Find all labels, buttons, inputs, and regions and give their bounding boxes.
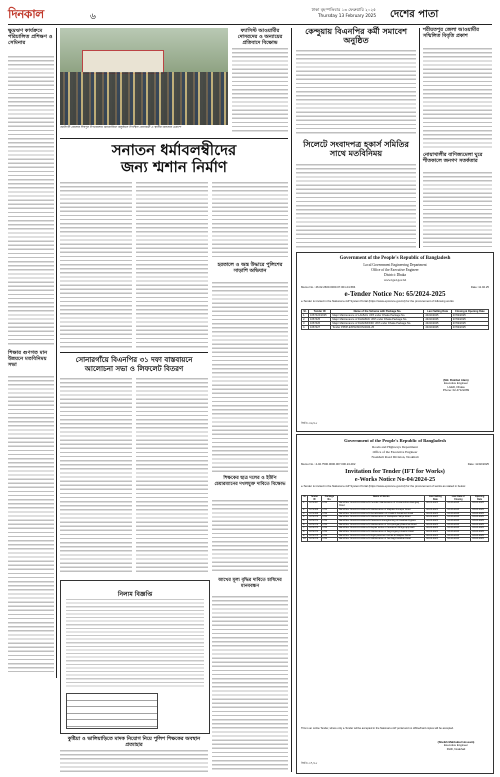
left-column-rule — [56, 28, 57, 678]
table-cell: 2. — [302, 508, 308, 512]
table-header-cell: Package No. — [321, 496, 338, 502]
tender2-subtitle: e-Works Notice No-04/2024-25 — [354, 476, 436, 483]
table-cell: BESPMA/ NOA/NOO/2024-25 Repair works of Sonaimuri Bridge approach — [338, 527, 425, 531]
table-row — [302, 326, 489, 330]
table-cell: 02-03-2025 — [425, 534, 446, 538]
tender2-table — [301, 495, 489, 542]
table-cell: LTM — [321, 516, 338, 520]
table-row — [302, 538, 489, 542]
table-cell: 03-03-2025 — [471, 538, 489, 542]
table-cell: LTM — [321, 531, 338, 535]
table-cell: BESPMA/ NOA/NOO/2024-25 Periodic Maintenance of Chowmuhoni-Ramganj Road — [338, 502, 425, 508]
story3-body — [212, 282, 288, 472]
photo-caption: নরসিংদী জেলার শিবপুর উপজেলায় আয়োজিত অনুষ্ঠানে উপস্থিত নেতাকর্মী ও স্থানীয় জনতার একাংশ — [60, 125, 181, 129]
story4-headline: শিক্ষকের ছাত্র দলের ও ইউপি চেয়ারম্যানের দখলমুক্ত দাবিতে বিক্ষোভ — [214, 476, 286, 487]
table-cell: 4. — [302, 516, 308, 520]
table-cell: 03-03-2025 — [471, 534, 489, 538]
table-cell: 03-03-2025 — [446, 531, 471, 535]
table-cell: 1072373 — [308, 527, 321, 531]
table-cell: 27/02/2025 — [451, 318, 488, 322]
table-cell: 02-03-2025 — [425, 538, 446, 542]
table-cell: LTM — [321, 512, 338, 516]
tender2-memo-date: Date: 11/02/2025 — [467, 462, 489, 466]
tender2-office: Office of the Executive Engineer — [372, 450, 418, 454]
table-cell: 02-03-2025 — [425, 523, 446, 527]
table-header-cell: Opening Date — [471, 496, 489, 502]
auction-notice-table — [66, 693, 158, 729]
tender2-signer-org: RHD, Noakhali — [446, 746, 466, 751]
table-cell: 1072369 — [308, 512, 321, 516]
table-cell: 27/02/2025 — [451, 314, 488, 318]
auction-notice-body — [66, 599, 204, 689]
story6-headline: কুষ্টিয়া ও ভালিয়াড়িতে মাদক নিয়োগ নিয়ে পুলিশ শিক্ষকের অবস্থান প্রত্যাহার — [67, 736, 201, 748]
left-article2-body — [8, 376, 54, 672]
main-story-col2 — [136, 182, 208, 348]
tender1-signer: (Md. Rokibul Alam) — [443, 378, 469, 382]
tender1-web: www.lged.gov.bd — [383, 278, 407, 282]
table-cell: BESPMA/ NOA/NOO/2024-25 Rehabilitation of Chatkhil-Sonaimuri Road — [338, 512, 425, 516]
table-header-cell: Tender ID — [309, 310, 331, 314]
right-headline1: কেন্দুয়ায় বিএনপির কর্মী সমাবেশ অনুষ্ঠিত — [305, 26, 407, 46]
table-cell: LTM — [321, 534, 338, 538]
tender2-memo: Memo No.: 4-02.7500.0000.007.000.24-002 — [301, 462, 356, 466]
table-cell: 03-03-2025 — [446, 523, 471, 527]
story2-col2 — [136, 378, 208, 574]
tender1-intro: e-Tender is invited in the National e-GP System Portal (https://www.eprocure.gov.bd) for the procurement of following works: — [301, 299, 455, 303]
auction-notice-box — [60, 580, 210, 734]
table-cell: 27/02/2025 — [451, 326, 488, 330]
tender2-district: Noakhali Road Division, Noakhali — [371, 455, 419, 459]
table-cell: 03-03-2025 — [446, 512, 471, 516]
table-cell: 6. — [302, 523, 308, 527]
section-title: দেশের পাতা — [390, 9, 439, 20]
side-headline2: নোয়াখালীর বাণিজ্যমেলা ঘুরে শীতকালে জনগণ সতর্কতার — [423, 152, 483, 164]
tender2-dept: Roads and Highways Department — [372, 445, 418, 449]
table-header-cell: Last Selling Date — [424, 310, 451, 314]
story2-rule — [60, 352, 208, 353]
left-article-body — [8, 56, 54, 346]
table-cell: 02-03-2025 — [425, 502, 446, 508]
table-cell: BESPMA/ NOA/NOO/2024-25 Maintenance of Begumganj-Chatkhil Road — [338, 531, 425, 535]
main-story-col3 — [212, 182, 288, 258]
tender2-ref: জিডি-৩৭/২৫ — [301, 761, 318, 765]
photo-crowd — [60, 72, 228, 125]
tender2-gov: Government of the People's Republic of Bangladesh — [344, 438, 446, 443]
table-cell: 3. — [302, 512, 308, 516]
table-cell: 9. — [302, 534, 308, 538]
table-cell: 7. — [302, 527, 308, 531]
table-header-cell: Last Date of Closing — [446, 496, 471, 502]
auction-notice-title: নিলাম বিজ্ঞপ্তি — [117, 591, 153, 598]
table-cell: 02-03-2025 — [425, 508, 446, 512]
story5-body — [212, 596, 288, 772]
story2-headline: সোনারগাঁয়ে বিএনপির ৩১ দফা বাস্তবায়নে আলোচনা সভা ও লিফলেট বিতরণ — [75, 355, 193, 373]
table-cell: Major Maintenance of DHAMRAI UPZ under Dhaka Package No. — [331, 318, 424, 322]
table-cell: 02-03-2025 — [425, 531, 446, 535]
table-cell: 24/02/2025 — [424, 326, 451, 330]
tender2-title: Invitation for Tender (IFT for Works) — [345, 468, 445, 475]
tender1-signer-phone: Phone: 02-47122289 — [442, 387, 470, 392]
table-cell: 03-03-2025 — [446, 538, 471, 542]
tender1-memo: Memo No.: 46.02.2600.0000.07.001.24-584 — [301, 285, 356, 289]
table-cell: 1. — [302, 502, 308, 508]
right-headline2: সিলেটে সংবাদপত্র হকার্স সমিতির সাথে মতবিনিময় — [303, 139, 409, 159]
table-cell: BESPMA/ NOA/NOO/2024-25 Maintenance of Senbag-Kanaihat Road — [338, 538, 425, 542]
side-story1-body — [423, 48, 492, 148]
tender-notice-1 — [296, 252, 494, 432]
tender1-title: e-Tender Notice No: 65/2024-2025 — [344, 290, 446, 298]
left-headline: ক্ষুদ্রঋণ কার্যক্রমে পরিচালিত প্রশিক্ষণ ও সেমিনার — [8, 28, 53, 46]
table-cell: 1. — [302, 314, 309, 318]
table-cell: 02-03-2025 — [425, 527, 446, 531]
table-cell: 1067425 — [309, 318, 331, 322]
table-cell: 1072367 — [308, 502, 321, 508]
table-cell: 1072376 — [308, 538, 321, 542]
top-news-photo — [60, 28, 228, 125]
table-cell: 1067424/2025 — [309, 314, 331, 318]
table-cell: BESPMA/ NOA/NOO/2024-25 Pavement strengthening of Noakhali Bypass — [338, 519, 425, 523]
table-cell: 1072370 — [308, 516, 321, 520]
tender1-ref: জিডি-৩৬/২৫ — [301, 421, 318, 425]
table-header-cell: Sl. — [302, 496, 308, 502]
table-cell: 8. — [302, 531, 308, 535]
masthead — [8, 6, 492, 25]
table-cell: 1072374 — [308, 531, 321, 535]
story5-headline: আখের মূল্য বৃদ্ধির দাবিতে চাষিদের মানববন্ধন — [218, 578, 282, 589]
table-cell: LTM — [321, 523, 338, 527]
main-headline-rule-top — [60, 138, 288, 139]
side-story2-body — [423, 172, 492, 248]
tender1-memo-date: Date: 11.02.25 — [470, 285, 489, 289]
table-cell: 03-03-2025 — [471, 531, 489, 535]
page-number: ৬ — [90, 12, 96, 22]
table-cell: 1072371 — [308, 519, 321, 523]
tender2-intro: e-Tender is invited in the National e-GP System Portal (https://www.eprocure.gov.bd) for the procurement of works as stated in below: — [301, 484, 466, 488]
table-cell: Major Maintenance of DHANMONDI UPZ under Dhaka Package No. — [331, 322, 424, 326]
story4-body — [212, 500, 288, 574]
newspaper-logo: দিনকাল — [8, 7, 44, 21]
tender2-signer: (Sheikh Mahbubul Hossain) — [437, 740, 475, 744]
table-cell: 03-03-2025 — [446, 508, 471, 512]
date-bangla: ঢাকা বৃহস্পতিবার ১৩ ফেব্রুয়ারি ২০২৫ — [311, 7, 376, 12]
table-cell: Tender PPDP-EXPANSION/2024-25 — [331, 326, 424, 330]
top-middle-headline: ফ্যাসিস্ট আওয়ামীর দোসরদের ও অন্যায়ের প্রতিবাদে বিক্ষোভ — [237, 28, 283, 46]
table-header-cell: Closing & Opening Date — [451, 310, 488, 314]
table-header-cell: Name of the Scheme with Package No. — [331, 310, 424, 314]
table-cell: 03-03-2025 — [471, 508, 489, 512]
table-cell: LTM — [321, 519, 338, 523]
table-cell: 03-03-2025 — [471, 523, 489, 527]
table-cell: 03-03-2025 — [471, 512, 489, 516]
table-cell: 1072372 — [308, 523, 321, 527]
photo-banner — [82, 50, 164, 74]
main-story-col1 — [60, 182, 132, 348]
table-cell: 24/02/2025 — [424, 314, 451, 318]
center-right-rule — [291, 28, 292, 772]
table-cell: LTM — [321, 527, 338, 531]
table-cell: 3. — [302, 322, 309, 326]
story6-body — [60, 750, 208, 772]
table-cell: 03-03-2025 — [471, 502, 489, 508]
table-cell: 03-03-2025 — [446, 534, 471, 538]
table-cell: 24/02/2025 — [424, 318, 451, 322]
tender1-gov: Government of the People's Republic of Bangladesh — [339, 256, 451, 261]
right-story1-body — [296, 50, 416, 136]
table-cell: 1072375 — [308, 534, 321, 538]
left-subhead: শিক্ষার গুণগত মান উন্নয়নে মতবিনিময় সভা — [8, 350, 48, 368]
table-cell: 02-03-2025 — [425, 519, 446, 523]
table-cell: BESPMA/ NOA/NOO/2024-25 Rigid pavement works at Maijdee Bazar — [338, 534, 425, 538]
story2-col1 — [60, 378, 132, 574]
table-cell: BESPMA/ NOA/NOO/2024-25 Maintenance of Companiganj-Basurhat Road — [338, 523, 425, 527]
table-cell: BESPMA/ NOA/NOO/2024-25 Maintenance of Maijdee-Sonapur Road — [338, 508, 425, 512]
table-header-cell: Sl. — [303, 310, 307, 313]
story3-headline: হরতালে ও অন্ত্র উদ্ধারে পুলিশের সাড়াশি অভিযান — [217, 262, 283, 274]
table-cell: 5. — [302, 519, 308, 523]
table-cell: Major Maintenance of LALBAG UPZ under Dhaka Package No. — [331, 314, 424, 318]
table-cell: 4. — [302, 326, 309, 330]
side-headline1: শরীয়তপুর জেলা আওয়ামীর সম্মিলিত বিবৃতি প্রকাশ — [423, 27, 480, 39]
table-cell: 1067427 — [309, 326, 331, 330]
table-header-cell: Last Selling Date — [425, 496, 446, 502]
table-cell: 03-03-2025 — [446, 519, 471, 523]
table-cell: 2. — [302, 318, 309, 322]
table-header-cell: Tender ID — [308, 496, 321, 502]
table-cell: 03-03-2025 — [446, 527, 471, 531]
table-cell: LTM — [321, 508, 338, 512]
table-cell: LTM — [321, 502, 338, 508]
table-cell: 27/02/2025 — [451, 322, 488, 326]
table-cell: 1072368 — [308, 508, 321, 512]
tender-notice-2 — [296, 434, 494, 774]
tender2-signer-title: Executive Engineer — [443, 743, 469, 748]
tender1-signer-org: LGED, Dhaka — [447, 384, 465, 389]
tender1-dept: Local Government Engineering Department — [363, 263, 427, 267]
tender1-signer-title: Executive Engineer — [443, 381, 469, 386]
top-middle-body — [232, 48, 288, 132]
table-cell: 03-03-2025 — [471, 519, 489, 523]
main-headline-line2: জন্য শ্মশান নির্মাণ — [120, 158, 228, 176]
date-english: Thursday 13 February 2025 — [317, 13, 376, 18]
tender1-district: District: Dhaka — [383, 273, 407, 277]
right-story2-body — [296, 164, 416, 248]
far-right-rule — [419, 28, 420, 248]
table-cell: 24/02/2025 — [424, 322, 451, 326]
tender2-signature-block — [423, 741, 489, 751]
tender1-table — [301, 309, 489, 330]
tender1-signature-block — [423, 379, 489, 392]
tender1-office: Office of the Executive Engineer — [371, 268, 419, 272]
table-cell: LTM — [321, 538, 338, 542]
main-headline-line1: সনাতন ধর্মাবলম্বীদের — [111, 141, 237, 159]
table-cell: 03-03-2025 — [471, 527, 489, 531]
table-cell: 10. — [303, 538, 307, 541]
table-cell: BESPMA/ NOA/NOO/2024-25 Maintenance of Dattapara-Hatiya Road — [338, 516, 425, 520]
table-cell: 02-03-2025 — [425, 512, 446, 516]
table-cell: 03-03-2025 — [446, 516, 471, 520]
table-header-cell: Name of Works — [338, 496, 425, 502]
table-cell: 1067426 — [309, 322, 331, 326]
tender2-footer: This is an online Tender, where only e-Tender will be accepted in the National e-GP portal and no offline/hard copies will be accepted. — [301, 727, 454, 730]
table-cell: 03-03-2025 — [471, 516, 489, 520]
table-cell: 03-03-2025 — [446, 502, 471, 508]
table-cell: 02-03-2025 — [425, 516, 446, 520]
